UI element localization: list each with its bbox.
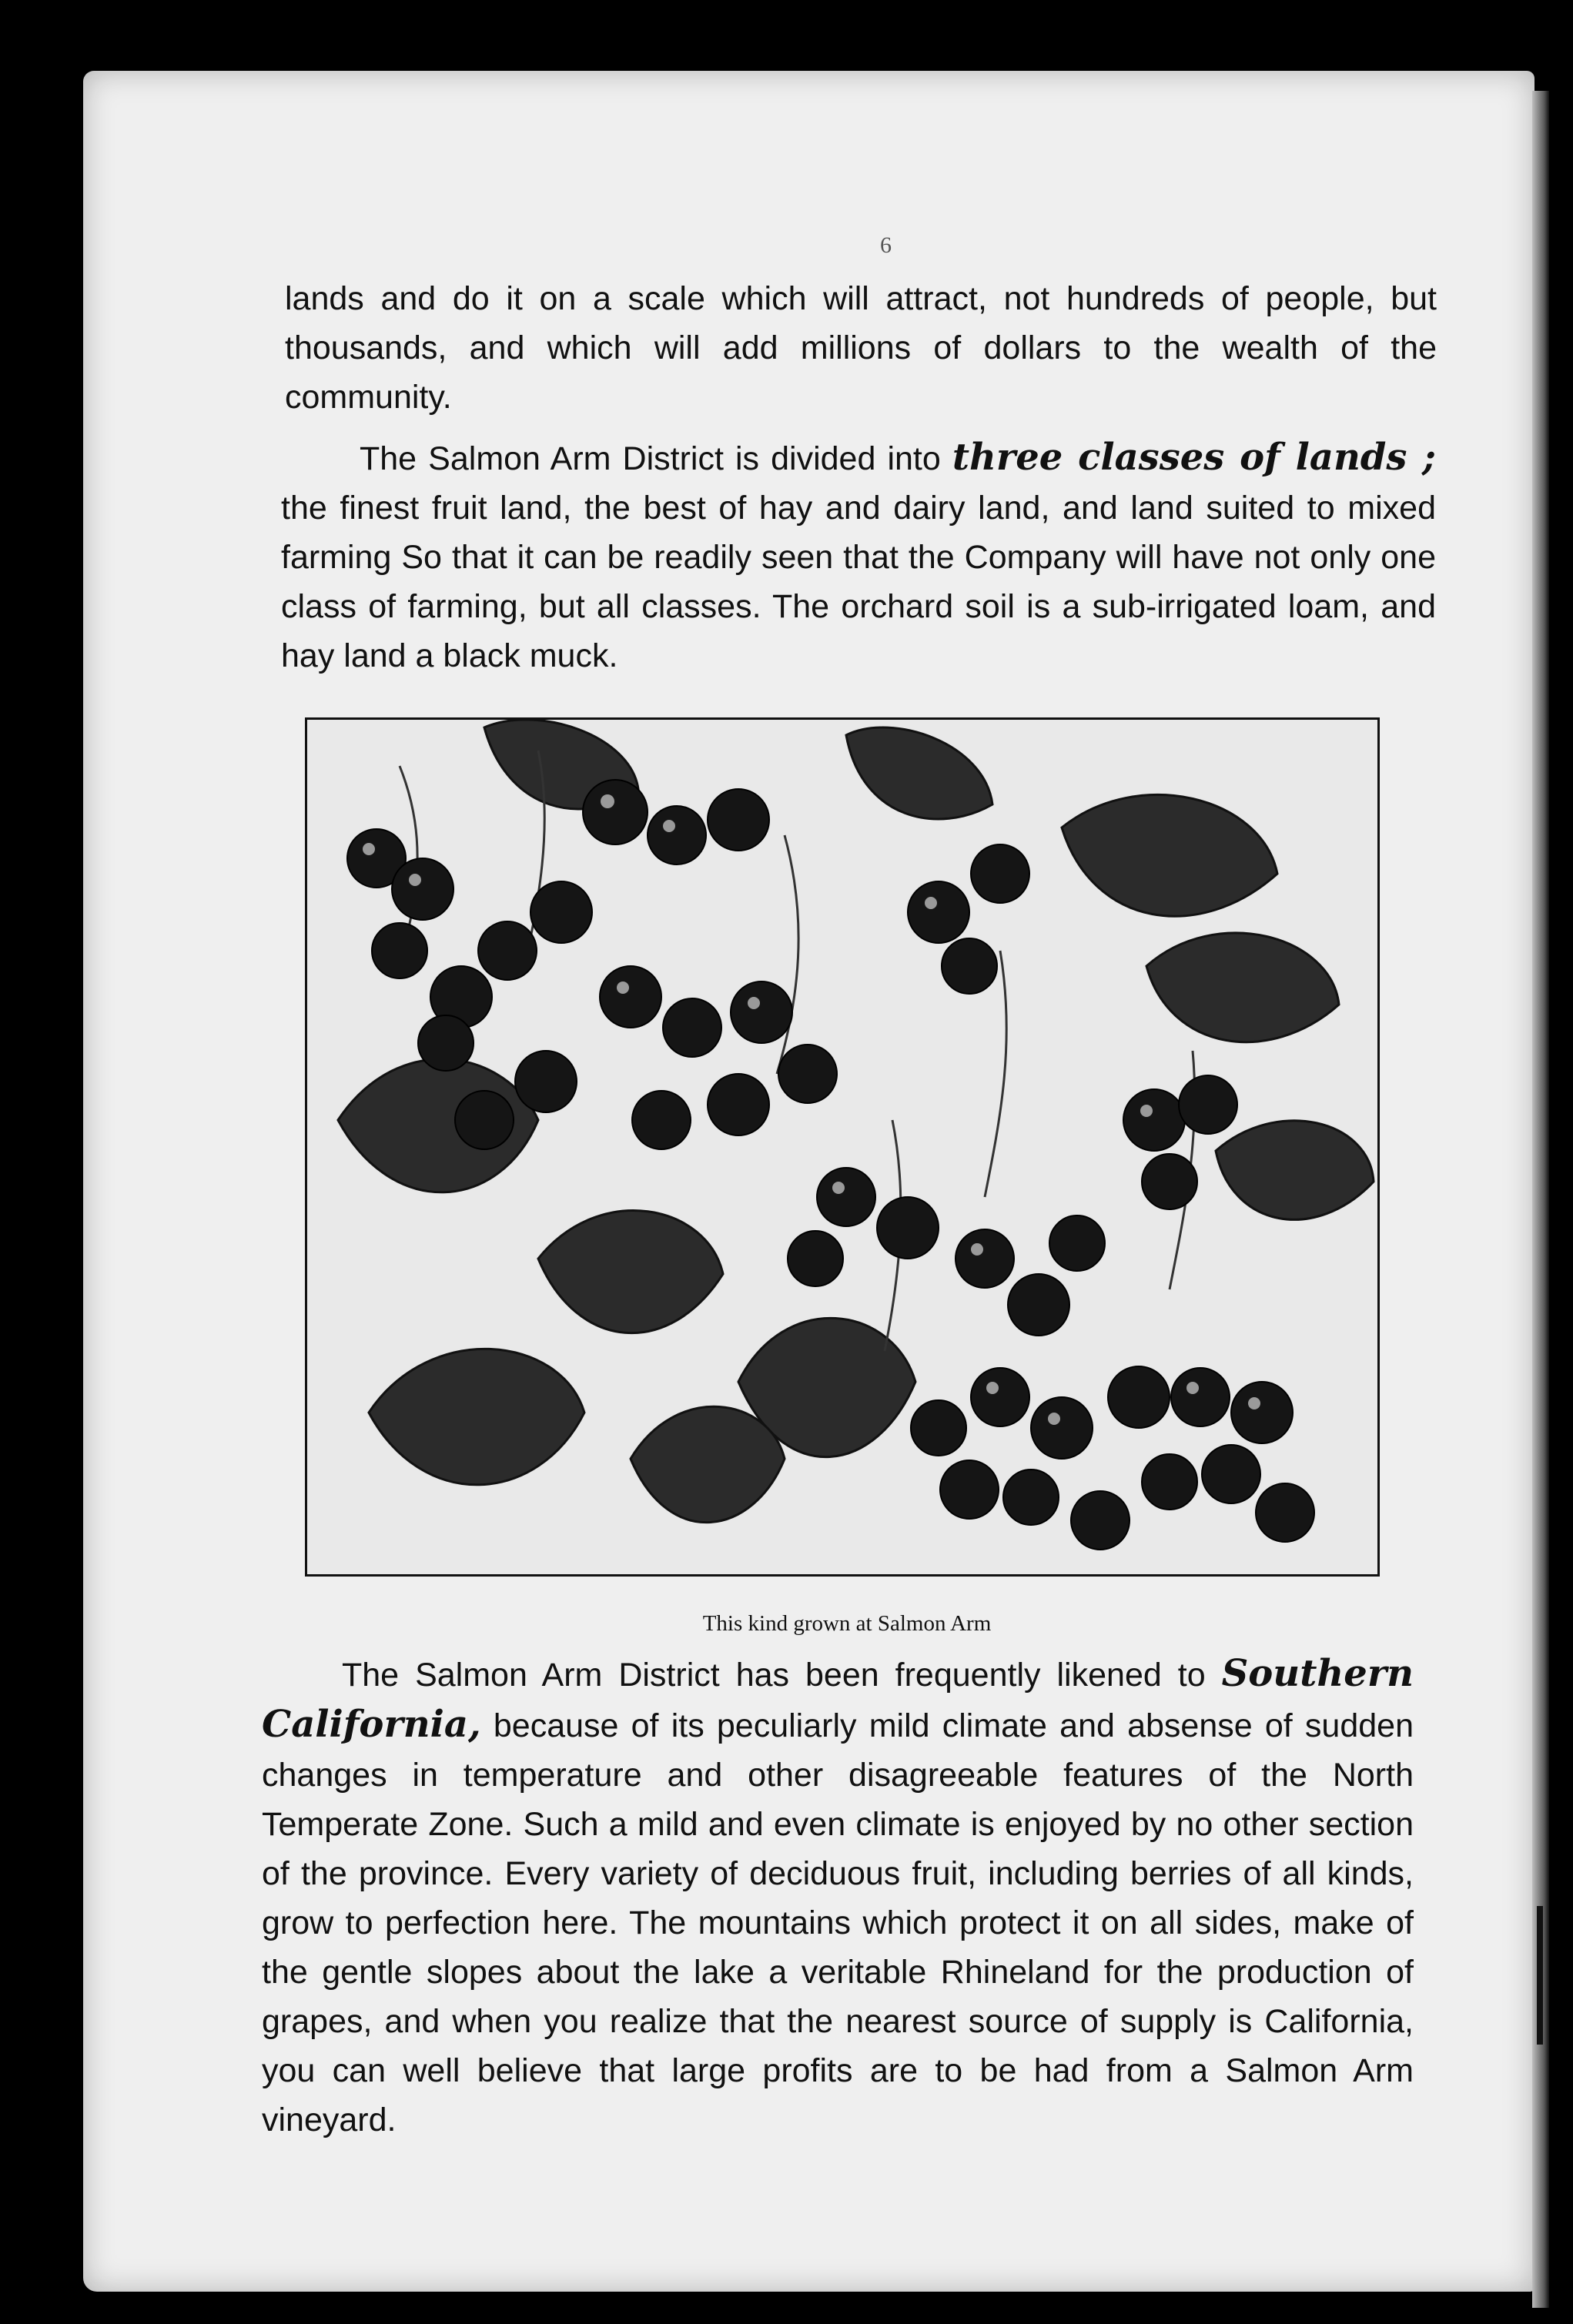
paragraph-land-classes-start: The Salmon Arm District is divided into <box>360 440 952 477</box>
paragraph-climate-start: The Salmon Arm District has been frequently likened to <box>342 1657 1222 1694</box>
paragraph-continuation: lands and do it on a scale which will attract, not hundreds of people, but thousands, and which will add millions of dollars to the wealth of the community. <box>285 280 1437 416</box>
cherries-photograph <box>305 717 1380 1577</box>
page-number: 6 <box>880 232 892 258</box>
emphasis-three-classes: three classes of lands ; <box>952 436 1436 479</box>
figure-caption: This kind grown at Salmon Arm <box>702 1611 992 1636</box>
emphasis-southern-california: Southern California, <box>262 1652 1414 1746</box>
paragraph-climate <box>262 1649 1414 2145</box>
cherries-illustration <box>307 720 1377 1574</box>
paragraph-climate-rest: because of its peculiarly mild climate and absense of sudden changes in temperature and other disagreeable features of the North Temperate Zone. Such a mild and even climate is enjoyed by no other section of the province. Every variety of deciduous fruit, including berries of all kinds, grow to perfection here. The mountains which protect it on all sides, make of the gentle slopes about the lake a veritable Rhineland for the production of grapes, and when you realize that the nearest source of supply is California, you can well believe that large profits are to be had from a Salmon Arm vineyard. <box>262 1707 1414 2138</box>
paragraph-land-classes <box>281 433 1436 680</box>
paragraph-land-classes-rest: the finest fruit land, the best of hay and dairy land, and land suited to mixed farming So that it can be readily seen that the Company will have not only one class of farming, but all classes. The orchard soil is a sub-irrigated loam, and hay land a black muck. <box>281 490 1436 674</box>
binding-mark <box>1537 1906 1543 2045</box>
